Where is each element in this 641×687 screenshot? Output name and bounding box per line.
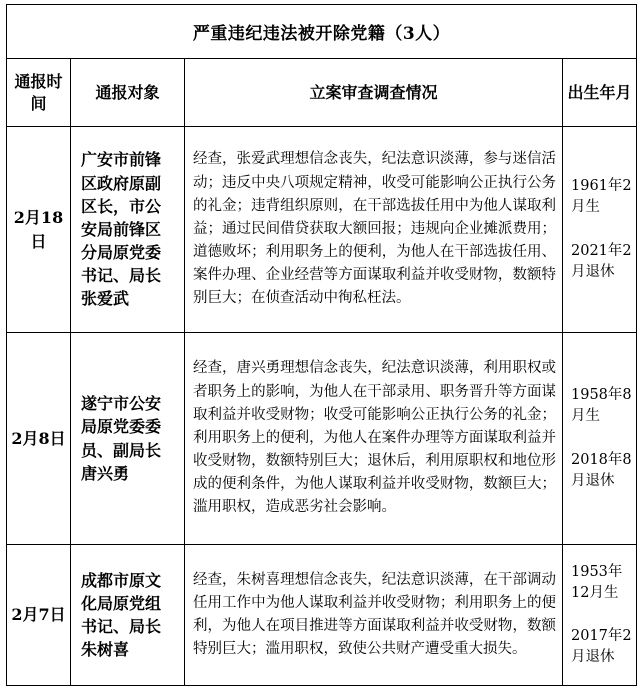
row-retire: 2021年2月退休 [571, 242, 632, 280]
header-date: 通报时间 [7, 59, 71, 127]
header-birth: 出生年月 [563, 59, 637, 127]
row-birth-retire [563, 545, 637, 686]
row-details: 经查，张爱武理想信念丧失，纪法意识淡薄，参与迷信活动；违反中央八项规定精神，收受可能影响公正执行公务的礼金；违背组织原则，在干部选拔任用中为他人谋取利益；通过民间借贷获取大额回报；违规向企业摊派费用；道德败坏；利用职务上的便利，为他人在干部选拔任用、案件办理、企业经营等方面谋取利益并收受财物，数额特别巨大；在侦查活动中徇私枉法。 [185, 127, 563, 333]
row-birth-retire [563, 333, 637, 545]
disciplinary-table [6, 4, 637, 686]
row-birth: 1953年12月生 [571, 563, 623, 601]
row-target: 成都市原文化局原党组书记、局长朱树喜 [71, 545, 185, 686]
table-row [7, 333, 637, 545]
row-date: 2月8日 [7, 333, 71, 545]
header-details: 立案审查调查情况 [185, 59, 563, 127]
table-title: 严重违纪违法被开除党籍（3人） [7, 5, 637, 59]
row-date: 2月7日 [7, 545, 71, 686]
row-birth: 1958年8月生 [571, 387, 632, 425]
row-retire: 2017年2月退休 [571, 628, 632, 666]
table-row [7, 545, 637, 686]
row-details: 经查，唐兴勇理想信念丧失，纪法意识淡薄，利用职权或者职务上的影响，为他人在干部录用、职务晋升等方面谋取利益并收受财物；收受可能影响公正执行公务的礼金；利用职务上的便利，为他人在案件办理等方面谋取利益并收受财物，数额特别巨大；退休后，利用原职权和地位形成的便利条件，为他人谋取利益并收受财物，数额巨大；滥用职权，造成恶劣社会影响。 [185, 333, 563, 545]
header-target: 通报对象 [71, 59, 185, 127]
row-retire: 2018年8月退休 [571, 451, 632, 489]
row-date: 2月18日 [7, 127, 71, 333]
row-target: 遂宁市公安局原党委委员、副局长唐兴勇 [71, 333, 185, 545]
table-row [7, 127, 637, 333]
row-birth-retire [563, 127, 637, 333]
row-birth: 1961年2月生 [571, 178, 632, 216]
row-target: 广安市前锋区政府原副区长，市公安局前锋区分局原党委书记、局长张爱武 [71, 127, 185, 333]
row-details: 经查，朱树喜理想信念丧失，纪法意识淡薄，在干部调动任用工作中为他人谋取利益并收受财物；利用职务上的便利，为他人在项目推进等方面谋取利益并收受财物，数额特别巨大；滥用职权，致使公共财产遭受重大损失。 [185, 545, 563, 686]
